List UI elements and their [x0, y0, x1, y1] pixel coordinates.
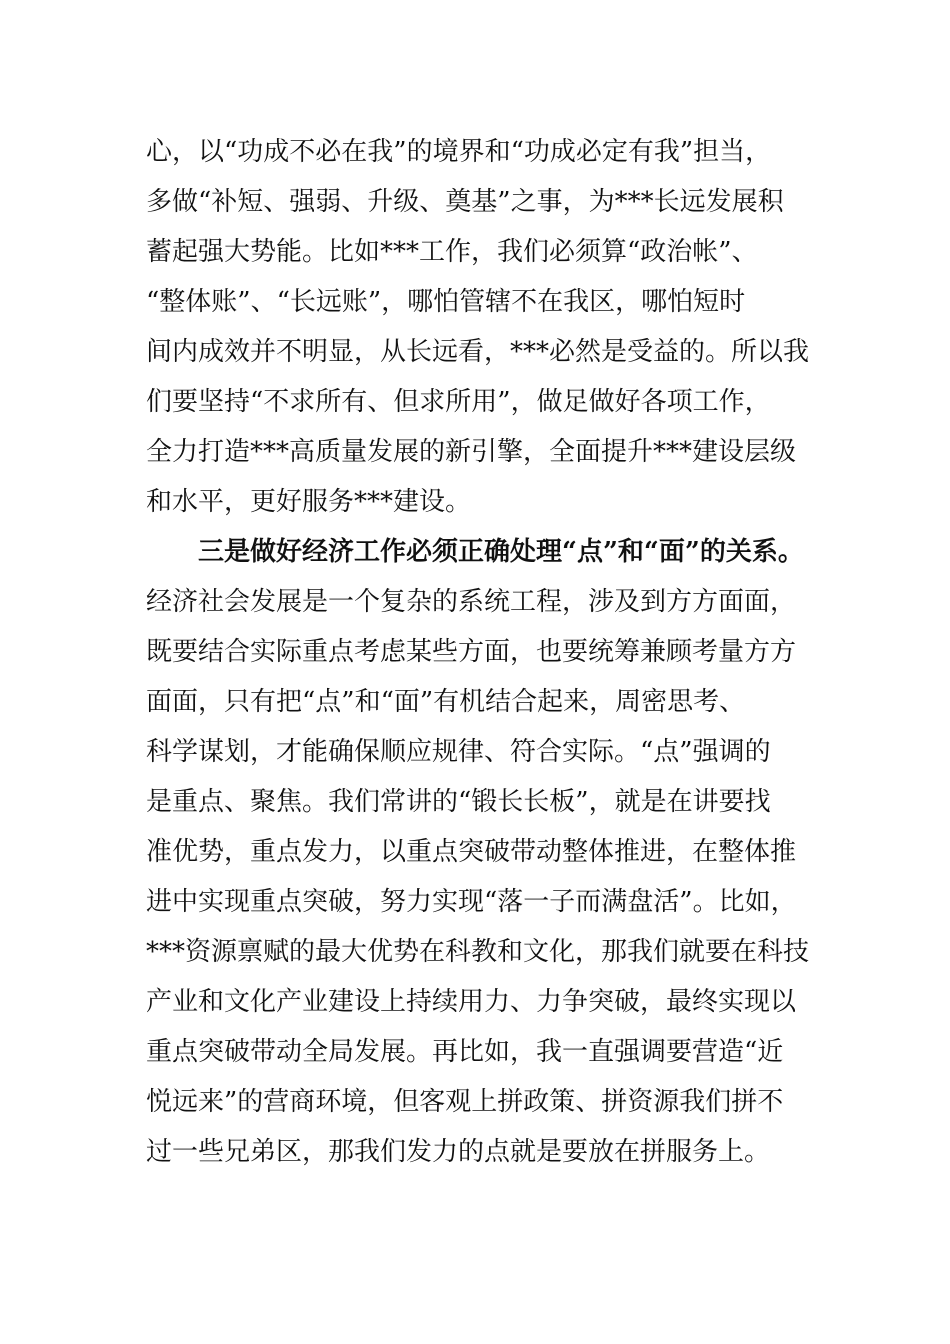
text-line: 既要结合实际重点考虑某些方面，也要统筹兼顾考量方方 — [146, 637, 797, 667]
text-line: 面面，只有把“点”和“面”有机结合起来，周密思考、 — [146, 687, 746, 717]
text-line: 悦远来”的营商环境，但客观上拼政策、拼资源我们拼不 — [146, 1087, 784, 1117]
text-line: 们要坚持“不求所有、但求所用”，做足做好各项工作， — [146, 387, 771, 417]
text-line: 和水平，更好服务***建设。 — [146, 487, 472, 517]
text-line: 蓄起强大势能。比如***工作，我们必须算“政治帐”、 — [146, 237, 758, 267]
text-line: 准优势，重点发力，以重点突破带动整体推进，在整体推 — [146, 837, 797, 867]
text-line: 经济社会发展是一个复杂的系统工程，涉及到方方面面， — [146, 587, 797, 617]
text-line: 间内成效并不明显，从长远看，***必然是受益的。所以我 — [146, 337, 810, 367]
text-line: 重点突破带动全局发展。再比如，我一直强调要营造“近 — [146, 1037, 784, 1067]
text-line: 过一些兄弟区，那我们发力的点就是要放在拼服务上。 — [146, 1137, 771, 1167]
text-line: 心，以“功成不必在我”的境界和“功成必定有我”担当， — [146, 137, 772, 167]
section-heading: 三是做好经济工作必须正确处理“点”和“面”的关系。 — [198, 537, 804, 567]
document-body — [146, 127, 846, 1177]
text-line: 科学谋划，才能确保顺应规律、符合实际。“点”强调的 — [146, 737, 771, 767]
text-line: 进中实现重点突破，努力实现“落一子而满盘活”。比如， — [146, 887, 797, 917]
text-line: 多做“补短、强弱、升级、奠基”之事，为***长远发展积 — [146, 187, 784, 217]
text-line: ***资源禀赋的最大优势在科教和文化，那我们就要在科技 — [146, 937, 810, 967]
text-line: “整体账”、“长远账”，哪怕管辖不在我区，哪怕短时 — [146, 287, 746, 317]
text-line: 产业和文化产业建设上持续用力、力争突破，最终实现以 — [146, 987, 797, 1017]
text-line: 是重点、聚焦。我们常讲的“锻长长板”，就是在讲要找 — [146, 787, 771, 817]
text-line: 全力打造***高质量发展的新引擎，全面提升***建设层级 — [146, 437, 797, 467]
